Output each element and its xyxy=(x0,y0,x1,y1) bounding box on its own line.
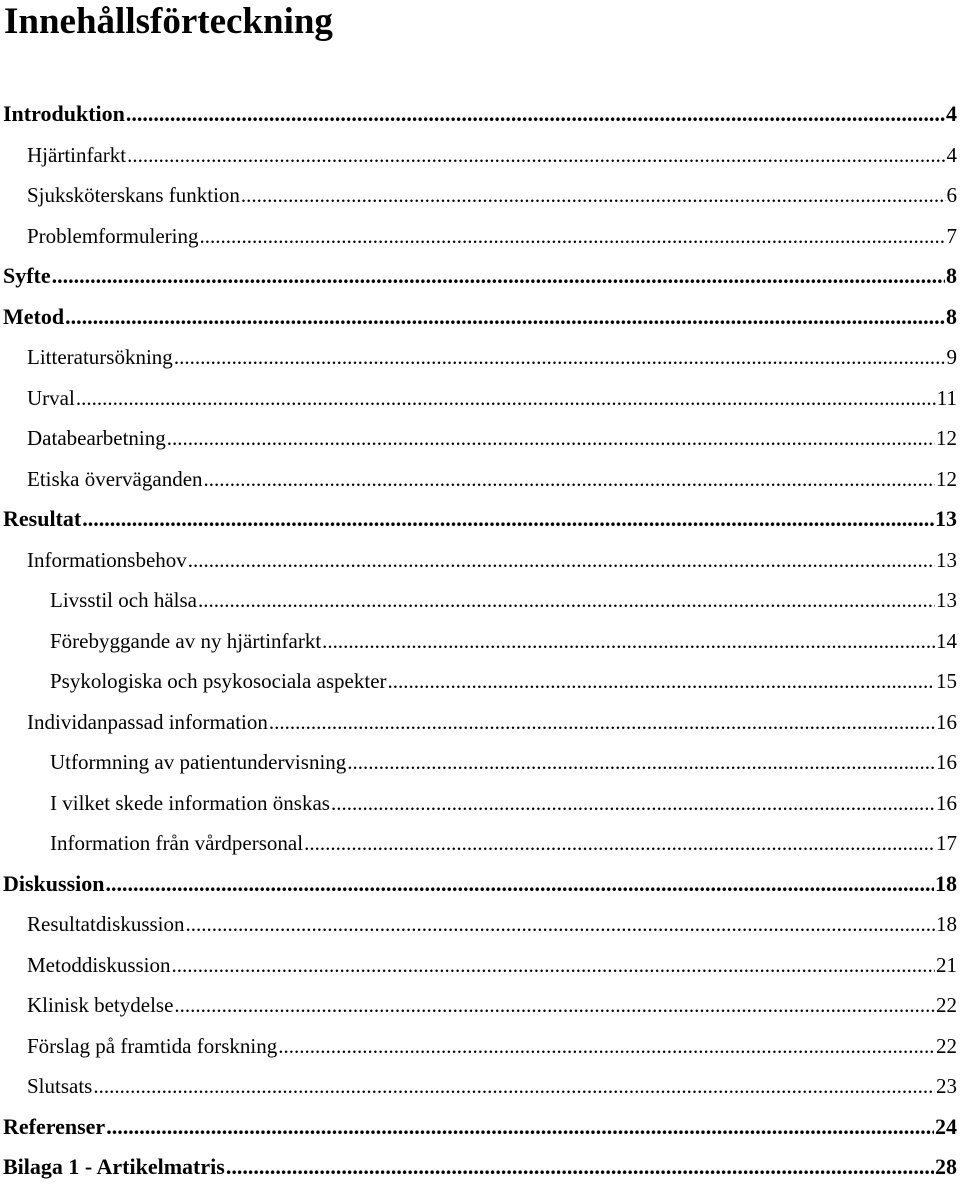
toc-entry-page-number: 15 xyxy=(936,669,957,693)
toc-leader-dots xyxy=(52,256,945,297)
toc-entry[interactable] xyxy=(0,945,960,986)
toc-entry[interactable] xyxy=(0,256,960,297)
toc-entry-label: Introduktion xyxy=(3,101,125,126)
toc-leader-dots xyxy=(106,1107,934,1148)
toc-leader-dots xyxy=(322,621,935,662)
toc-entry[interactable] xyxy=(0,580,960,621)
toc-entry-page-number: 4 xyxy=(946,101,957,126)
toc-entry-label: Informationsbehov xyxy=(27,547,187,572)
toc-entry-page-number: 13 xyxy=(936,547,957,572)
toc-entry-label: Bilaga 1 - Artikelmatris xyxy=(3,1154,225,1179)
toc-leader-dots xyxy=(226,1147,934,1188)
toc-entry-page-number: 9 xyxy=(946,345,957,369)
toc-entry-label: Resultat xyxy=(3,506,82,531)
toc-entry-label: Utformning av patientundervisning xyxy=(50,750,347,774)
toc-entry-page-number: 22 xyxy=(936,1033,957,1058)
toc-leader-dots xyxy=(172,945,935,986)
toc-leader-dots xyxy=(199,216,945,257)
toc-leader-dots xyxy=(174,985,935,1026)
toc-entry-page-number: 21 xyxy=(936,952,957,977)
toc-entry-page-number: 8 xyxy=(946,263,957,288)
toc-entry[interactable] xyxy=(0,702,960,743)
toc-entry[interactable] xyxy=(0,135,960,176)
toc-entry-label: Diskussion xyxy=(3,870,105,896)
toc-leader-dots xyxy=(188,540,935,581)
toc-leader-dots xyxy=(278,1026,935,1067)
toc-entry[interactable] xyxy=(0,1026,960,1067)
toc-entry-label: Syfte xyxy=(3,263,51,288)
toc-entry-page-number: 16 xyxy=(936,709,957,734)
toc-leader-dots xyxy=(174,337,946,378)
toc-leader-dots xyxy=(65,297,945,338)
toc-entry-page-number: 8 xyxy=(946,303,957,329)
toc-entry-label: Förebyggande av ny hjärtinfarkt xyxy=(50,628,322,653)
toc-entry-label: Livsstil och hälsa xyxy=(50,588,197,612)
toc-entry-label: Referenser xyxy=(3,1113,106,1139)
toc-entry[interactable] xyxy=(0,418,960,459)
toc-leader-dots xyxy=(304,823,935,864)
toc-leader-dots xyxy=(76,378,936,419)
toc-entry[interactable] xyxy=(0,175,960,216)
toc-leader-dots xyxy=(82,499,934,540)
page-title: Innehållsförteckning xyxy=(4,1,333,42)
toc-entry-label: Litteratursökning xyxy=(27,345,173,369)
toc-entry[interactable] xyxy=(0,742,960,783)
toc-entry[interactable] xyxy=(0,499,960,540)
toc-leader-dots xyxy=(331,783,935,824)
toc-entry-page-number: 6 xyxy=(946,183,957,207)
toc-leader-dots xyxy=(186,904,935,945)
toc-entry-label: Sjuksköterskans funktion xyxy=(27,183,240,207)
toc-entry[interactable] xyxy=(0,1107,960,1148)
toc-leader-dots xyxy=(204,459,935,500)
toc-entry[interactable] xyxy=(0,1147,960,1188)
toc-leader-dots xyxy=(347,742,935,783)
toc-entry-label: Urval xyxy=(27,385,75,410)
toc-entry-label: Individanpassad information xyxy=(27,709,268,734)
toc-entry-label: Databearbetning xyxy=(27,426,166,450)
toc-leader-dots xyxy=(126,94,945,135)
toc-entry-page-number: 12 xyxy=(936,466,957,491)
toc-entry-label: Resultatdiskussion xyxy=(27,912,185,936)
toc-entry-page-number: 23 xyxy=(936,1074,957,1098)
toc-entry[interactable] xyxy=(0,378,960,419)
toc-entry-page-number: 12 xyxy=(936,426,957,450)
toc-entry[interactable] xyxy=(0,337,960,378)
toc-entry-label: Metoddiskussion xyxy=(27,952,171,977)
toc-leader-dots xyxy=(241,175,946,216)
toc-entry-page-number: 7 xyxy=(946,223,957,248)
toc-entry[interactable] xyxy=(0,94,960,135)
toc-entry-label: Metod xyxy=(3,303,65,329)
toc-entry[interactable] xyxy=(0,621,960,662)
toc-leader-dots xyxy=(269,702,935,743)
toc-entry-page-number: 28 xyxy=(935,1154,957,1179)
toc-entry-page-number: 13 xyxy=(935,506,957,531)
toc-leader-dots xyxy=(167,418,935,459)
toc-entry-label: Klinisk betydelse xyxy=(27,993,174,1017)
toc-entry-label: Problemformulering xyxy=(27,223,199,248)
toc-leader-dots xyxy=(198,580,935,621)
toc-entry-page-number: 16 xyxy=(936,750,957,774)
toc-entry-page-number: 14 xyxy=(936,628,957,653)
toc-entry[interactable] xyxy=(0,540,960,581)
toc-entry-page-number: 22 xyxy=(936,993,957,1017)
toc-entry-page-number: 13 xyxy=(936,588,957,612)
toc-entry[interactable] xyxy=(0,297,960,338)
toc-entry-label: Slutsats xyxy=(27,1074,93,1098)
toc-entry[interactable] xyxy=(0,985,960,1026)
toc-entry-page-number: 4 xyxy=(946,142,957,167)
toc-leader-dots xyxy=(388,661,935,702)
toc-entry[interactable] xyxy=(0,459,960,500)
toc-entry-page-number: 18 xyxy=(935,870,957,896)
toc-entry[interactable] xyxy=(0,864,960,905)
toc-entry-label: I vilket skede information önskas xyxy=(50,790,330,815)
toc-leader-dots xyxy=(93,1066,935,1107)
toc-leader-dots xyxy=(127,135,945,176)
toc-entry-label: Psykologiska och psykosociala aspekter xyxy=(50,669,387,693)
toc-entry-page-number: 11 xyxy=(936,385,957,410)
toc-entry[interactable] xyxy=(0,216,960,257)
table-of-contents xyxy=(0,94,960,1188)
toc-entry[interactable] xyxy=(0,661,960,702)
toc-entry-page-number: 18 xyxy=(936,912,957,936)
toc-entry[interactable] xyxy=(0,1066,960,1107)
toc-entry-label: Etiska överväganden xyxy=(27,466,203,491)
toc-entry[interactable] xyxy=(0,823,960,864)
toc-entry-page-number: 16 xyxy=(936,790,957,815)
toc-leader-dots xyxy=(106,864,934,905)
toc-entry[interactable] xyxy=(0,904,960,945)
toc-entry-page-number: 17 xyxy=(936,831,957,855)
toc-entry[interactable] xyxy=(0,783,960,824)
toc-entry-label: Hjärtinfarkt xyxy=(27,142,127,167)
toc-entry-label: Förslag på framtida forskning xyxy=(27,1033,278,1058)
toc-entry-label: Information från vårdpersonal xyxy=(50,831,304,855)
toc-entry-page-number: 24 xyxy=(935,1113,957,1139)
